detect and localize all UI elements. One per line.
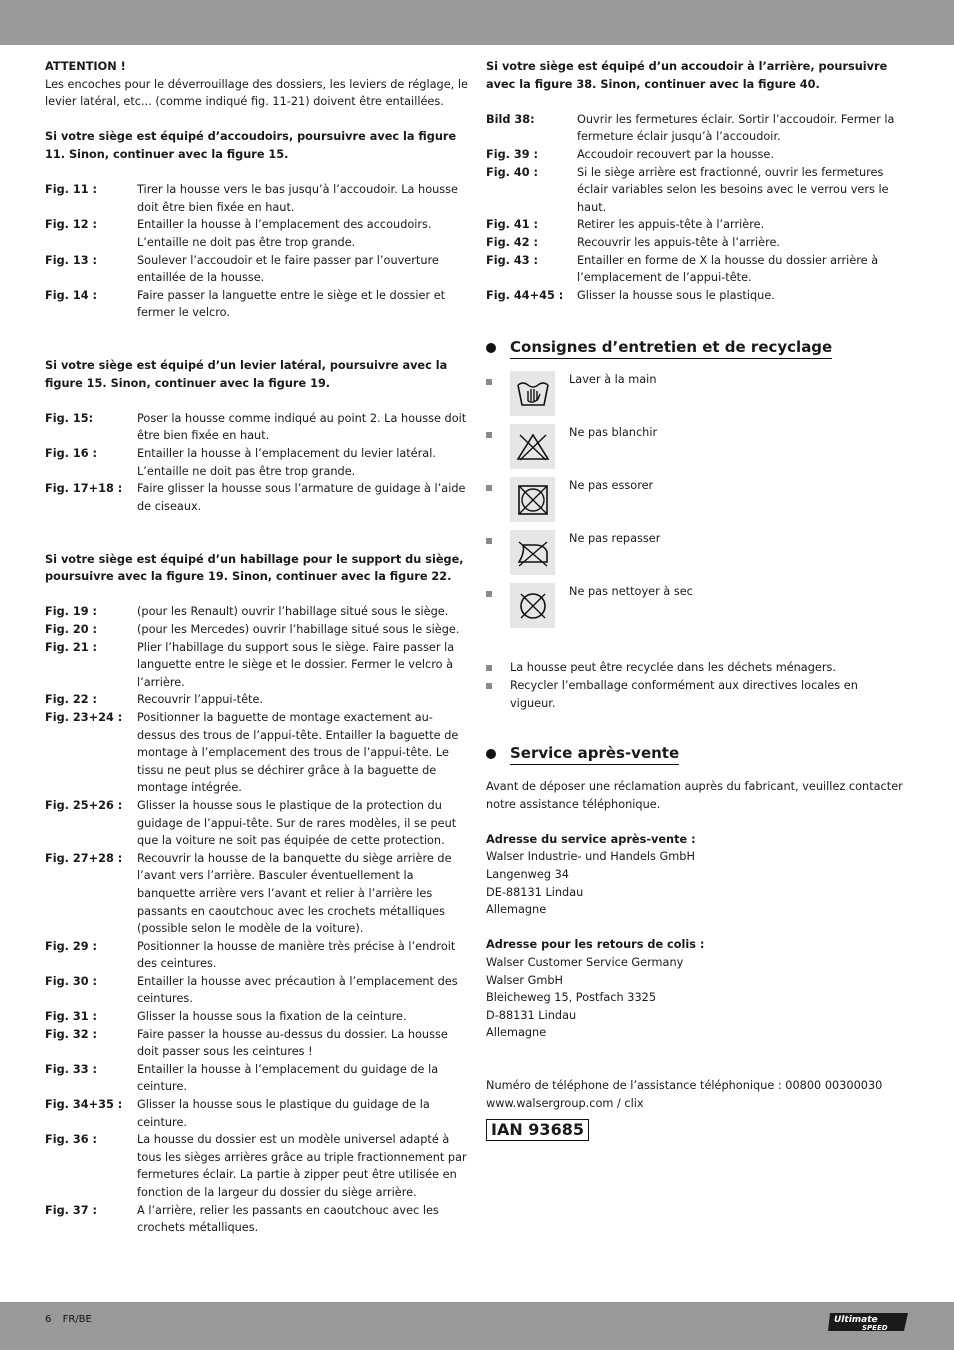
figure-text: Soulever l’accoudoir et le faire passer par l’ouverture entaillée de la housse. <box>137 253 439 285</box>
figure-label: Fig. 22 : <box>45 693 98 707</box>
figure-text: Poser la housse comme indiqué au point 2. La housse doit être bien fixée en haut. <box>137 411 467 443</box>
bullet-square-icon <box>486 379 492 385</box>
recycle-text: La housse peut être recyclée dans les déchets ménagers. <box>510 661 836 675</box>
figure-text: Recouvrir l’appui-tête. <box>137 693 263 707</box>
footer-bar <box>0 1302 954 1350</box>
bullet-square-icon <box>486 485 492 491</box>
figure-label: Fig. 31 : <box>45 1010 98 1024</box>
section3-figures <box>45 603 470 1236</box>
recycle-text: Recycler l’emballage conformément aux directives locales en vigueur. <box>510 678 858 710</box>
figure-text: Entailler en forme de X la housse du dossier arrière à l’emplacement de l’appui-tête. <box>577 253 879 285</box>
figure-label: Fig. 16 : <box>45 447 98 461</box>
figure-text: Faire glisser la housse sous l’armature de guidage à l’aide de ciseaux. <box>137 482 466 513</box>
figure-step <box>486 216 906 234</box>
service-address-title: Adresse du service après-vente : <box>486 832 696 846</box>
right-column <box>486 58 906 1141</box>
figure-step <box>45 797 470 850</box>
figure-label: Fig. 25+26 : <box>45 798 123 812</box>
bullet-square-icon <box>486 683 492 689</box>
attention-text: Les encoches pour le déverrouillage des dossiers, les leviers de réglage, le levier latéral, etc... (comme indiqué fig. 11-21) doivent être entaillées. <box>45 77 468 109</box>
care-label: Laver à la main <box>569 373 657 387</box>
care-section-title: Consignes d’entretien et de recyclage <box>510 337 832 359</box>
figure-step <box>45 287 470 322</box>
figure-text: Glisser la housse sous le plastique de la protection du guidage de l’appui-tête. Sur de rares modèles, il se peut que la voiture ne soit pas équipée de cette protection. <box>137 798 457 848</box>
figure-text: A l’arrière, relier les passants en caoutchouc avec les crochets métalliques. <box>137 1203 439 1235</box>
web-link[interactable]: www.walsergroup.com / clix <box>486 1096 644 1110</box>
figure-step <box>45 1131 470 1201</box>
figure-label: Fig. 42 : <box>486 235 539 249</box>
figure-text: Recouvrir les appuis-tête à l’arrière. <box>577 235 781 249</box>
figure-step <box>486 252 906 287</box>
section2-figures <box>45 410 470 516</box>
figure-label: Fig. 27+28 : <box>45 851 123 865</box>
figure-label: Fig. 15: <box>45 411 94 425</box>
service-address-line: Walser Industrie- und Handels GmbH <box>486 850 695 864</box>
section4-heading: Si votre siège est équipé d’un accoudoir à l’arrière, poursuivre avec la figure 38. Sinon, continuer avec la figure 40. <box>486 60 888 91</box>
hand-wash-icon <box>510 371 555 416</box>
care-item <box>486 583 906 636</box>
figure-step <box>45 621 470 639</box>
bullet-square-icon <box>486 432 492 438</box>
service-address-line: DE-88131 Lindau <box>486 885 584 899</box>
figure-step <box>45 1061 470 1096</box>
footer-locale: FR/BE <box>62 1314 92 1325</box>
figure-step <box>45 216 470 251</box>
recycle-item <box>486 677 906 712</box>
brand-top-text: Ultimate <box>834 1315 878 1325</box>
figure-label: Fig. 40 : <box>486 165 539 179</box>
figure-step <box>45 709 470 797</box>
recycle-item <box>486 659 906 677</box>
care-item <box>486 477 906 530</box>
service-section-heading <box>486 743 906 765</box>
bullet-square-icon <box>486 591 492 597</box>
figure-label: Fig. 44+45 : <box>486 288 564 302</box>
ultimate-speed-logo-icon <box>828 1311 910 1333</box>
figure-text: Accoudoir recouvert par la housse. <box>577 147 774 161</box>
figure-text: Entailler la housse avec précaution à l’emplacement des ceintures. <box>137 974 458 1006</box>
page-number: 6 <box>45 1314 52 1325</box>
figure-label: Fig. 14 : <box>45 288 98 302</box>
section3-heading: Si votre siège est équipé d’un habillage pour le support du siège, poursuivre avec la figure 19. Sinon, continuer avec la figure 22. <box>45 552 464 584</box>
left-column <box>45 58 470 1237</box>
care-item <box>486 530 906 583</box>
figure-text: Positionner la baguette de montage exactement au-dessus des trous de l’appui-tête. Entailler la baguette de montage à l’emplacement des trous de l’appui-tête. Le tissu ne peut plus se déchirer grâce à la baguette de montage intégrée. <box>137 710 459 795</box>
figure-label: Fig. 17+18 : <box>45 482 123 496</box>
care-label: Ne pas nettoyer à sec <box>569 585 693 599</box>
figure-label: Fig. 34+35 : <box>45 1098 123 1112</box>
figure-step <box>486 287 906 305</box>
figure-step <box>45 1008 470 1026</box>
figure-text: Plier l’habillage du support sous le siège. Faire passer la languette entre le siège et le dossier. Fermer le velcro à l’arrière. <box>137 640 455 689</box>
figure-step <box>45 252 470 287</box>
phone-line: Numéro de téléphone de l’assistance téléphonique : 00800 00300030 <box>486 1079 883 1093</box>
ian-number: IAN 93685 <box>486 1119 589 1141</box>
figure-step <box>45 1096 470 1131</box>
figure-label: Fig. 36 : <box>45 1133 98 1147</box>
figure-text: Positionner la housse de manière très précise à l’endroit des ceintures. <box>137 939 456 971</box>
bullet-dot-icon <box>486 749 496 759</box>
service-section-title: Service après-vente <box>510 743 679 765</box>
figure-step <box>486 234 906 252</box>
figure-text: Retirer les appuis-tête à l’arrière. <box>577 218 765 232</box>
figure-label: Fig. 32 : <box>45 1027 98 1041</box>
figure-label: Bild 38: <box>486 112 535 126</box>
footer-text <box>45 1314 100 1325</box>
returns-address-line: Allemagne <box>486 1026 547 1040</box>
figure-label: Fig. 12 : <box>45 218 98 232</box>
bullet-square-icon <box>486 665 492 671</box>
figure-text: Si le siège arrière est fractionné, ouvrir les fermetures éclair variables selon les besoins avec le verrou vers le haut. <box>577 165 889 214</box>
figure-text: Glisser la housse sous la fixation de la ceinture. <box>137 1010 407 1024</box>
attention-title: ATTENTION ! <box>45 60 126 73</box>
figure-step <box>45 445 470 480</box>
figure-label: Fig. 21 : <box>45 640 98 654</box>
figure-step <box>486 146 906 164</box>
figure-step <box>486 164 906 217</box>
figure-step <box>45 480 470 515</box>
care-label: Ne pas repasser <box>569 532 661 546</box>
section4-figures <box>486 111 906 305</box>
figure-label: Fig. 13 : <box>45 253 98 267</box>
figure-text: Recouvrir la housse de la banquette du siège arrière de l’avant vers l’arrière. Basculer éventuellement la banquette arrière vers l’avant et relier à l’arrière les passants en caoutchouc avec les crochets métalliques (possible selon le modèle de la voiture). <box>137 851 452 936</box>
care-label: Ne pas essorer <box>569 479 654 493</box>
figure-label: Fig. 33 : <box>45 1062 98 1076</box>
figure-text: (pour les Renault) ouvrir l’habillage situé sous le siège. <box>137 605 449 619</box>
brand-bottom-text: SPEED <box>862 1324 888 1332</box>
header-bar <box>0 0 954 45</box>
figure-label: Fig. 20 : <box>45 623 98 636</box>
section1-heading: Si votre siège est équipé d’accoudoirs, poursuivre avec la figure 11. Sinon, continuer avec la figure 15. <box>45 130 457 161</box>
figure-text: La housse du dossier est un modèle universel adapté à tous les sièges arrières grâce au triple fractionnement par fermetures éclair. La partie à zipper peut être utilisée en fonction de la largeur du dossier du siège arrière. <box>137 1133 467 1199</box>
no-iron-icon <box>510 530 555 575</box>
figure-text: Faire passer la housse au-dessus du dossier. La housse doit passer sous les ceintures ! <box>137 1027 448 1059</box>
figure-step <box>45 603 470 621</box>
returns-address-line: Walser GmbH <box>486 973 564 987</box>
figure-text: Faire passer la languette entre le siège et le dossier et fermer le velcro. <box>137 288 446 320</box>
figure-text: Entailler la housse à l’emplacement du levier latéral. L’entaille ne doit pas être trop grande. <box>137 447 436 478</box>
figure-step <box>45 850 470 938</box>
service-address-line: Allemagne <box>486 903 547 917</box>
figure-step <box>45 181 470 216</box>
figure-text: Glisser la housse sous le plastique. <box>577 288 775 302</box>
no-bleach-icon <box>510 424 555 469</box>
figure-text: Glisser la housse sous le plastique du guidage de la ceinture. <box>137 1098 430 1129</box>
figure-step <box>45 973 470 1008</box>
care-item <box>486 424 906 477</box>
figure-label: Fig. 41 : <box>486 218 539 232</box>
returns-address-title: Adresse pour les retours de colis : <box>486 938 705 952</box>
figure-text: Entailler la housse à l’emplacement du guidage de la ceinture. <box>137 1062 439 1094</box>
figure-step <box>45 410 470 445</box>
no-dry-clean-icon <box>510 583 555 628</box>
figure-label: Fig. 37 : <box>45 1203 98 1217</box>
figure-label: Fig. 43 : <box>486 253 539 267</box>
figure-label: Fig. 29 : <box>45 939 98 953</box>
figure-text: Entailler la housse à l’emplacement des accoudoirs. L’entaille ne doit pas être trop grande. <box>137 218 432 249</box>
bullet-dot-icon <box>486 343 496 353</box>
figure-text: Tirer la housse vers le bas jusqu’à l’accoudoir. La housse doit être bien fixée en haut. <box>137 183 459 214</box>
section2-heading: Si votre siège est équipé d’un levier latéral, poursuivre avec la figure 15. Sinon, continuer avec la figure 19. <box>45 359 448 390</box>
figure-step <box>45 1202 470 1237</box>
returns-address-line: D-88131 Lindau <box>486 1008 577 1022</box>
service-intro: Avant de déposer une réclamation auprès du fabricant, veuillez contacter notre assistance téléphonique. <box>486 780 903 811</box>
figure-step <box>45 938 470 973</box>
figure-label: Fig. 39 : <box>486 147 539 161</box>
returns-address-line: Bleicheweg 15, Postfach 3325 <box>486 991 657 1005</box>
figure-step <box>45 1026 470 1061</box>
figure-label: Fig. 11 : <box>45 183 98 197</box>
bullet-square-icon <box>486 538 492 544</box>
care-label: Ne pas blanchir <box>569 426 658 440</box>
figure-text: (pour les Mercedes) ouvrir l’habillage situé sous le siège. <box>137 623 460 636</box>
figure-label: Fig. 30 : <box>45 974 98 988</box>
figure-step <box>486 111 906 146</box>
care-section-heading <box>486 337 906 359</box>
no-tumble-dry-icon <box>510 477 555 522</box>
figure-step <box>45 639 470 692</box>
figure-step <box>45 691 470 709</box>
figure-label: Fig. 19 : <box>45 605 98 619</box>
returns-address-line: Walser Customer Service Germany <box>486 956 684 970</box>
care-item <box>486 371 906 424</box>
service-address-line: Langenweg 34 <box>486 868 569 882</box>
figure-label: Fig. 23+24 : <box>45 710 123 724</box>
figure-text: Ouvrir les fermetures éclair. Sortir l’accoudoir. Fermer la fermeture éclair jusqu’à l’accoudoir. <box>577 112 895 144</box>
section1-figures <box>45 181 470 322</box>
